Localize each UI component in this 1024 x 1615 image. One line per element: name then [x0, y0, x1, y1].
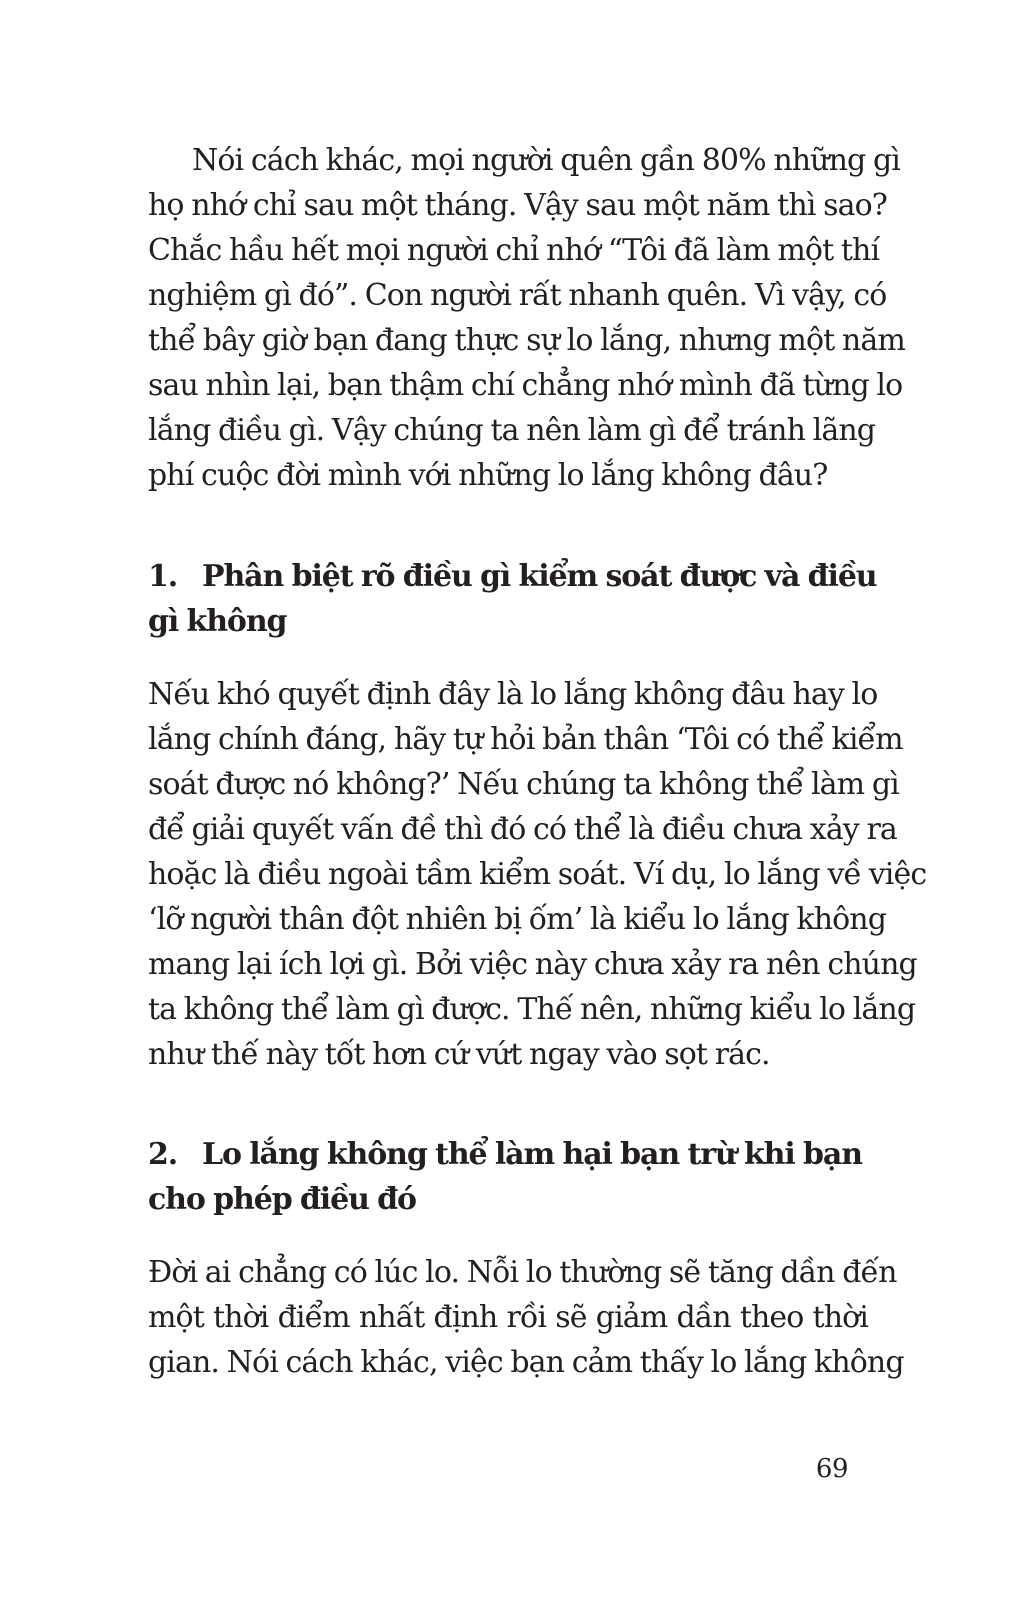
paragraph-line: Đời ai chẳng có lúc lo. Nỗi lo thường sẽ tăng dần đến	[148, 1255, 897, 1290]
paragraph-line: Nếu khó quyết định đây là lo lắng không đâu hay lo	[148, 677, 878, 712]
paragraph-intro	[148, 138, 905, 498]
section-number: 2.	[148, 1137, 178, 1172]
paragraph-line: ta không thể làm gì được. Thế nên, những kiểu lo lắng	[148, 992, 916, 1027]
paragraph-line: hoặc là điều ngoài tầm kiểm soát. Ví dụ, lo lắng về việc	[148, 857, 927, 892]
paragraph-line: mang lại ích lợi gì. Bởi việc này chưa xảy ra nên chúng	[148, 947, 917, 982]
section-heading-1	[148, 554, 877, 644]
paragraph-line: để giải quyết vấn đề thì đó có thể là điều chưa xảy ra	[148, 812, 897, 847]
paragraph-line: sau nhìn lại, bạn thậm chí chẳng nhớ mình đã từng lo	[148, 368, 903, 403]
heading-text: Lo lắng không thể làm hại bạn trừ khi bạn	[202, 1137, 862, 1172]
paragraph-line: nghiệm gì đó”. Con người rất nhanh quên. Vì vậy, có	[148, 278, 887, 313]
paragraph-line: Chắc hầu hết mọi người chỉ nhớ “Tôi đã làm một thí	[148, 233, 880, 268]
heading-line: gì không	[148, 604, 287, 639]
paragraph-line: soát được nó không?’ Nếu chúng ta không thể làm gì	[148, 767, 899, 802]
paragraph-line: thể bây giờ bạn đang thực sự lo lắng, nhưng một năm	[148, 323, 905, 358]
paragraph-line: gian. Nói cách khác, việc bạn cảm thấy lo lắng không	[148, 1345, 904, 1380]
heading-line: cho phép điều đó	[148, 1182, 416, 1217]
section-number: 1.	[148, 559, 178, 594]
paragraph-line: ‘lỡ người thân đột nhiên bị ốm’ là kiểu lo lắng không	[148, 902, 887, 937]
heading-line	[148, 554, 877, 599]
paragraph-line: lắng chính đáng, hãy tự hỏi bản thân ‘Tôi có thể kiểm	[148, 722, 903, 757]
heading-text: Phân biệt rõ điều gì kiểm soát được và điều	[202, 559, 877, 594]
paragraph-line: như thế này tốt hơn cứ vứt ngay vào sọt rác.	[148, 1037, 770, 1072]
paragraph-section-1	[148, 672, 927, 1077]
paragraph-section-2	[148, 1250, 904, 1385]
heading-line	[148, 1132, 868, 1177]
page-number: 69	[815, 1454, 848, 1484]
paragraph-line: Nói cách khác, mọi người quên gần 80% những gì	[192, 143, 900, 178]
paragraph-line: một thời điểm nhất định rồi sẽ giảm dần theo thời	[148, 1300, 868, 1335]
paragraph-line: lắng điều gì. Vậy chúng ta nên làm gì để tránh lãng	[148, 413, 876, 448]
paragraph-line: họ nhớ chỉ sau một tháng. Vậy sau một năm thì sao?	[148, 188, 887, 223]
section-heading-2	[148, 1132, 868, 1222]
paragraph-line: phí cuộc đời mình với những lo lắng không đâu?	[148, 458, 828, 493]
